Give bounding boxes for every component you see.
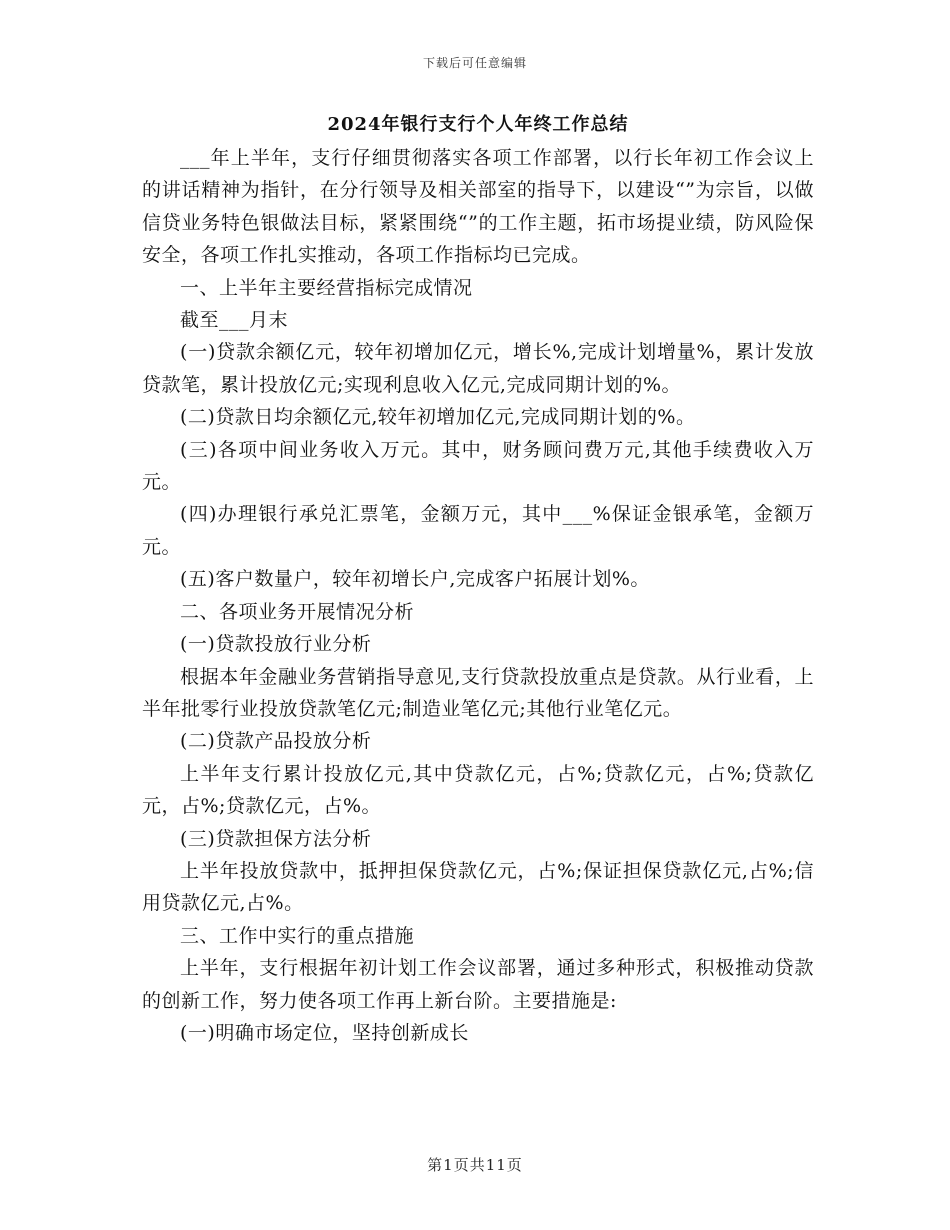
paragraph-loan-balance: (一)贷款余额亿元，较年初增加亿元，增长%,完成计划增量%，累计发放贷款笔，累计投放亿元;实现利息收入亿元,完成同期计划的%。 [142, 341, 814, 396]
paragraph-daily-average: (二)贷款日均余额亿元,较年初增加亿元,完成同期计划的%。 [180, 406, 696, 429]
subheading-industry-analysis: (一)贷款投放行业分析 [180, 633, 372, 656]
subheading-guarantee-analysis: (三)贷款担保方法分析 [180, 827, 372, 850]
paragraph-deadline: 截至___月末 [180, 309, 289, 332]
document-title: 2024年银行支行个人年终工作总结 [327, 114, 629, 135]
page-number: 第1页共11页 [427, 1156, 523, 1174]
header-note: 下载后可任意编辑 [422, 56, 527, 70]
paragraph-acceptance-bills: (四)办理银行承兑汇票笔，金额万元，其中___%保证金银承笔，金额万元。 [142, 503, 814, 558]
subheading-market-positioning: (一)明确市场定位，坚持创新成长 [180, 1021, 469, 1044]
subheading-product-analysis: (二)贷款产品投放分析 [180, 730, 372, 753]
document-body [142, 108, 814, 1049]
paragraph-customers: (五)客户数量户，较年初增长户,完成客户拓展计划%。 [180, 568, 650, 591]
section-heading-2: 二、各项业务开展情况分析 [180, 600, 415, 623]
section-heading-3: 三、工作中实行的重点措施 [180, 924, 415, 947]
section-heading-1: 一、上半年主要经营指标完成情况 [180, 276, 473, 299]
paragraph-guarantee-analysis: 上半年投放贷款中，抵押担保贷款亿元，占%;保证担保贷款亿元,占%;信用贷款亿元,占%。 [142, 859, 814, 915]
paragraph-measures-intro: 上半年，支行根据年初计划工作会议部署，通过多种形式，积极推动贷款的创新工作，努力使各项工作再上新台阶。主要措施是: [142, 957, 814, 1012]
paragraph-intermediate-income: (三)各项中间业务收入万元。其中，财务顾问费万元,其他手续费收入万元。 [142, 438, 814, 494]
paragraph-intro: ___年上半年，支行仔细贯彻落实各项工作部署，以行长年初工作会议上的讲话精神为指针，在分行领导及相关部室的指导下，以建设“”为宗旨，以做信贷业务特色银做法目标，紧紧围绕“”的工作主题，拓市场提业绩，防风险保安全，各项工作扎实推动，各项工作指标均已完成。 [142, 147, 814, 267]
paragraph-industry-analysis: 根据本年金融业务营销指导意见,支行贷款投放重点是贷款。从行业看，上半年批零行业投放贷款笔亿元;制造业笔亿元;其他行业笔亿元。 [142, 665, 814, 720]
paragraph-product-analysis: 上半年支行累计投放亿元,其中贷款亿元，占%;贷款亿元，占%;贷款亿元，占%;贷款亿元，占%。 [142, 762, 814, 818]
